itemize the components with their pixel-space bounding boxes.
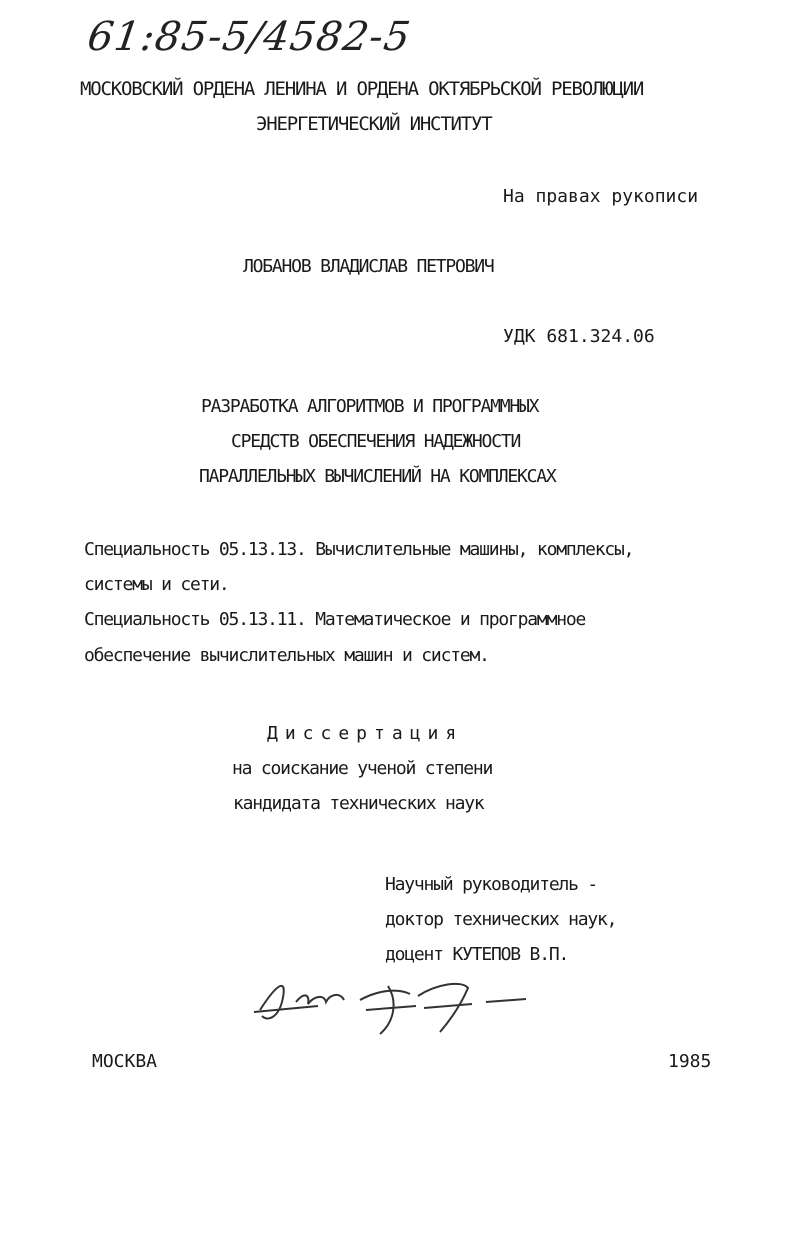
- specialty-1-line-1: Специальность 05.13.13. Вычислительные машины, комплексы,: [84, 539, 634, 560]
- city: МОСКВА: [92, 1051, 158, 1072]
- signature-stroke-3: [360, 986, 416, 1034]
- specialty-2-line-1: Специальность 05.13.11. Математическое и программное: [84, 609, 586, 630]
- handwritten-archive-number: 61:85-5/4582-5: [84, 14, 414, 60]
- year: 1985: [668, 1051, 712, 1072]
- supervisor-line-2: доктор технических наук,: [385, 909, 617, 930]
- dissertation-heading: Диссертация: [267, 723, 464, 744]
- manuscript-rights-note: На правах рукописи: [503, 186, 699, 207]
- institution-name-line-2: ЭНЕРГЕТИЧЕСКИЙ ИНСТИТУТ: [256, 113, 492, 135]
- udc-code: УДК 681.324.06: [503, 326, 655, 347]
- thesis-title-line-2: СРЕДСТВ ОБЕСПЕЧЕНИЯ НАДЕЖНОСТИ: [231, 431, 521, 452]
- author-name: ЛОБАНОВ ВЛАДИСЛАВ ПЕТРОВИЧ: [243, 256, 494, 277]
- thesis-title-line-3: ПАРАЛЛЕЛЬНЫХ ВЫЧИСЛЕНИЙ НА КОМПЛЕКСАХ: [199, 466, 556, 487]
- specialty-2-line-2: обеспечение вычислительных машин и систем.: [84, 645, 489, 666]
- handwritten-signature: [248, 972, 533, 1042]
- signature-dash: [486, 999, 526, 1002]
- supervisor-line-3: доцент КУТЕПОВ В.П.: [385, 944, 569, 965]
- institution-name-line-1: МОСКОВСКИЙ ОРДЕНА ЛЕНИНА И ОРДЕНА ОКТЯБРЬСКОЙ РЕВОЛЮЦИИ: [80, 78, 644, 100]
- dissertation-degree-line: на соискание ученой степени: [232, 758, 493, 779]
- specialty-1-line-2: системы и сети.: [84, 574, 229, 595]
- supervisor-line-1: Научный руководитель -: [385, 874, 598, 895]
- thesis-title-line-1: РАЗРАБОТКА АЛГОРИТМОВ И ПРОГРАММНЫХ: [201, 396, 539, 417]
- signature-stroke-4: [418, 984, 472, 1032]
- dissertation-field-line: кандидата технических наук: [233, 793, 484, 814]
- signature-stroke-2: [296, 995, 344, 1004]
